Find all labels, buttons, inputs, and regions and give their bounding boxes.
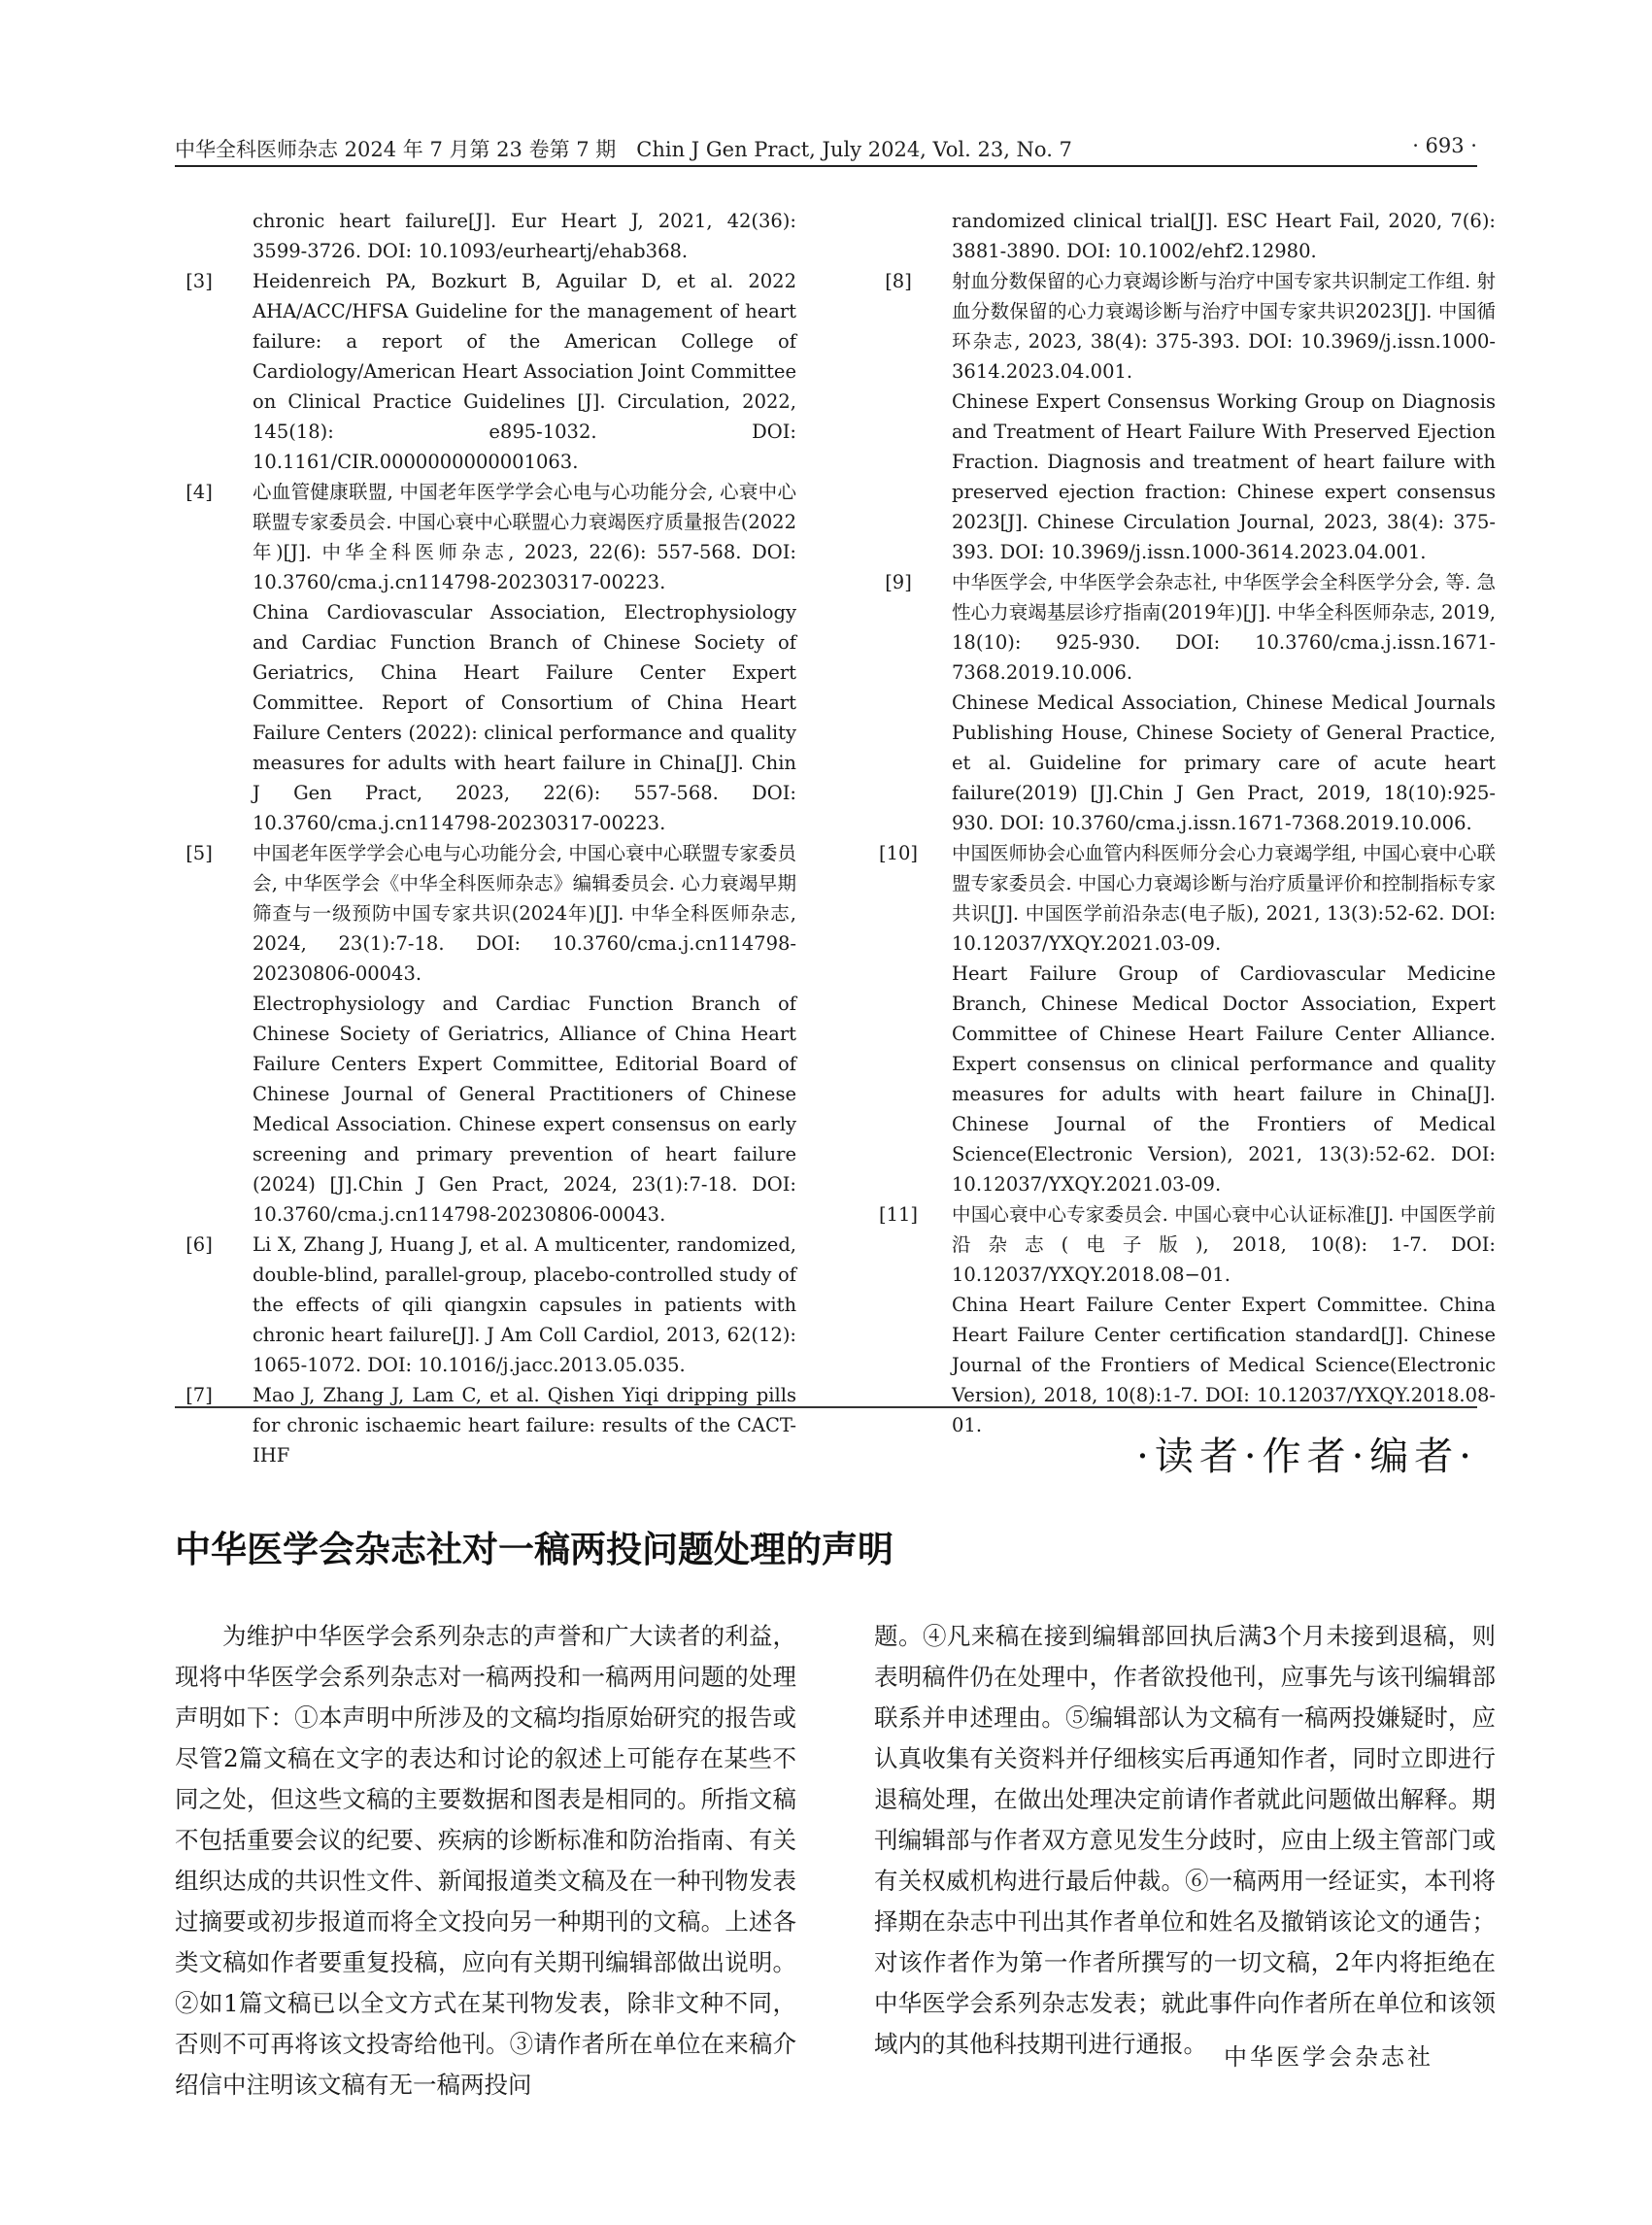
- reference-column-left: [175, 206, 796, 1470]
- reference-number: [3]: [185, 270, 213, 292]
- reference-text: Electrophysiology and Cardiac Function Branch of Chinese Society of Geriatrics, Alliance of China Heart Failure Centers Expert Committee, Editorial Board of Chinese Journal of General Practitioners of Chinese Medical Association. Chinese expert consensus on early screening and primary prevention of heart failure (2024) [J].Chin J Gen Pract, 2024, 23(1):7-18. DOI: 10.3760/cma.j.cn114798-20230806-00043.: [253, 993, 796, 1226]
- reference-entry: [874, 567, 1496, 838]
- reference-text: China Heart Failure Center Expert Committee. China Heart Failure Center certification standard[J]. Chinese Journal of the Frontiers of Medical Science(Electronic Version), 2018, 10(8):1-7. DOI: 10.12037/YXQY.2018.08-01.: [952, 1294, 1496, 1436]
- reference-number: [6]: [185, 1233, 213, 1256]
- reference-text: 中国心衰中心专家委员会. 中国心衰中心认证标准[J]. 中国医学前沿杂志(电子版), 2018, 10(8): 1-7. DOI: 10.12037/YXQY.2018.08−01.: [952, 1203, 1496, 1286]
- reference-text: 中国医师协会心血管内科医师分会心力衰竭学组, 中国心衰中心联盟专家委员会. 中国心力衰竭诊断与治疗质量评价和控制指标专家共识[J]. 中国医学前沿杂志(电子版), 2021, 13(3):52-62. DOI: 10.12037/YXQY.2021.03-09.: [952, 842, 1496, 955]
- reference-number: [4]: [185, 481, 213, 503]
- reference-entry: [874, 1199, 1496, 1440]
- section-divider: [175, 1406, 1477, 1408]
- article-title: 中华医学会杂志社对一稿两投问题处理的声明: [175, 1529, 893, 1570]
- reference-text: Heidenreich PA, Bozkurt B, Aguilar D, et al. 2022 AHA/ACC/HFSA Guideline for the management of heart failure: a report of the American College of Cardiology/American Heart Association Joint Committee on Clinical Practice Guidelines [J]. Circulation, 2022, 145(18): e895-1032. DOI: 10.1161/CIR.0000000000001063.: [253, 270, 796, 473]
- reference-text: 射血分数保留的心力衰竭诊断与治疗中国专家共识制定工作组. 射血分数保留的心力衰竭诊断与治疗中国专家共识2023[J]. 中国循环杂志, 2023, 38(4): 375-393. DOI: 10.3969/j.issn.1000-3614.2023.04.001.: [952, 270, 1496, 383]
- running-header: [175, 134, 1477, 167]
- reference-text: 心血管健康联盟, 中国老年医学学会心电与心功能分会, 心衰中心联盟专家委员会. 中国心衰中心联盟心力衰竭医疗质量报告(2022年)[J]. 中华全科医师杂志, 2023, 22(6): 557-568. DOI: 10.3760/cma.j.cn114798-20230317-00223.: [253, 481, 796, 593]
- reference-text: Chinese Medical Association, Chinese Medical Journals Publishing House, Chinese Society of General Practice, et al. Guideline for primary care of acute heart failure(2019) [J].Chin J Gen Pract, 2019, 18(10):925-930. DOI: 10.3760/cma.j.issn.1671-7368.2019.10.006.: [952, 691, 1496, 834]
- reference-number: [8]: [885, 270, 912, 292]
- reference-text: Chinese Expert Consensus Working Group on Diagnosis and Treatment of Heart Failure With Preserved Ejection Fraction. Diagnosis and treatment of heart failure with preserved ejection fraction: Chinese expert consensus 2023[J]. Chinese Circulation Journal, 2023, 38(4): 375-393. DOI: 10.3969/j.issn.1000-3614.2023.04.001.: [952, 390, 1496, 563]
- page-number: · 693 ·: [1412, 134, 1477, 157]
- reference-entry: [874, 266, 1496, 567]
- publisher-signature: 中华医学会杂志社: [1224, 2043, 1433, 2071]
- reference-text: 中华医学会, 中华医学会杂志社, 中华医学会全科医学分会, 等. 急性心力衰竭基层诊疗指南(2019年)[J]. 中华全科医师杂志, 2019, 18(10): 925-930. DOI: 10.3760/cma.j.issn.1671-7368.2019.10.006.: [952, 571, 1496, 684]
- reference-text: chronic heart failure[J]. Eur Heart J, 2021, 42(36): 3599-3726. DOI: 10.1093/eurheartj/ehab368.: [253, 210, 796, 262]
- section-label: ·读者·作者·编者·: [1136, 1434, 1477, 1479]
- reference-number: [10]: [878, 842, 919, 864]
- reference-entry: [175, 206, 796, 266]
- reference-entry: [175, 266, 796, 477]
- reference-number: [7]: [185, 1384, 213, 1406]
- reference-number: [9]: [885, 571, 912, 593]
- reference-number: [11]: [878, 1203, 919, 1226]
- reference-entry: [175, 1380, 796, 1470]
- body-column-left: 为维护中华医学会系列杂志的声誉和广大读者的利益，现将中华医学会系列杂志对一稿两投和一稿两用问题的处理声明如下：①本声明中所涉及的文稿均指原始研究的报告或尽管2篇文稿在文字的表达和讨论的叙述上可能存在某些不同之处，但这些文稿的主要数据和图表是相同的。所指文稿不包括重要会议的纪要、疾病的诊断标准和防治指南、有关组织达成的共识性文件、新闻报道类文稿及在一种刊物发表过摘要或初步报道而将全文投向另一种期刊的文稿。上述各类文稿如作者要重复投稿，应向有关期刊编辑部做出说明。②如1篇文稿已以全文方式在某刊物发表，除非文种不同，否则不可再将该文投寄给他刊。③请作者所在单位在来稿介绍信中注明该文稿有无一稿两投问: [175, 1622, 796, 2099]
- reference-column-right: [874, 206, 1496, 1440]
- reference-text: randomized clinical trial[J]. ESC Heart Fail, 2020, 7(6): 3881-3890. DOI: 10.1002/ehf2.12980.: [952, 210, 1496, 262]
- reference-text: China Cardiovascular Association, Electrophysiology and Cardiac Function Branch of Chinese Society of Geriatrics, China Heart Failure Center Expert Committee. Report of Consortium of China Heart Failure Centers (2022): clinical performance and quality measures for adults with heart failure in China[J]. Chin J Gen Pract, 2023, 22(6): 557-568. DOI: 10.3760/cma.j.cn114798-20230317-00223.: [253, 601, 796, 834]
- body-column-right: 题。④凡来稿在接到编辑部回执后满3个月未接到退稿，则表明稿件仍在处理中，作者欲投他刊，应事先与该刊编辑部联系并申述理由。⑤编辑部认为文稿有一稿两投嫌疑时，应认真收集有关资料并仔细核实后再通知作者，同时立即进行退稿处理，在做出处理决定前请作者就此问题做出解释。期刊编辑部与作者双方意见发生分歧时，应由上级主管部门或有关权威机构进行最后仲裁。⑥一稿两用一经证实，本刊将择期在杂志中刊出其作者单位和姓名及撤销该论文的通告；对该作者作为第一作者所撰写的一切文稿，2年内将拒绝在中华医学会系列杂志发表；就此事件向作者所在单位和该领域内的其他科技期刊进行通报。: [874, 1622, 1496, 2058]
- reference-entry: [175, 1230, 796, 1380]
- reference-entry: [175, 477, 796, 838]
- reference-text: Heart Failure Group of Cardiovascular Medicine Branch, Chinese Medical Doctor Association, Expert Committee of Chinese Heart Failure Center Alliance. Expert consensus on clinical performance and quality measures for adults with heart failure in China[J]. Chinese Journal of the Frontiers of Medical Science(Electronic Version), 2021, 13(3):52-62. DOI: 10.12037/YXQY.2021.03-09.: [952, 962, 1496, 1196]
- reference-text: Mao J, Zhang J, Lam C, et al. Qishen Yiqi dripping pills for chronic ischaemic heart failure: results of the CACT-IHF: [253, 1384, 796, 1466]
- reference-entry: [874, 838, 1496, 1199]
- reference-entry: [874, 206, 1496, 266]
- reference-entry: [175, 838, 796, 1230]
- journal-citation-header: 中华全科医师杂志 2024 年 7 月第 23 卷第 7 期 Chin J Gen Pract, July 2024, Vol. 23, No. 7: [175, 138, 1072, 161]
- reference-number: [5]: [185, 842, 213, 864]
- reference-text: Li X, Zhang J, Huang J, et al. A multicenter, randomized, double-blind, parallel-group, placebo-controlled study of the effects of qili qiangxin capsules in patients with chronic heart failure[J]. J Am Coll Cardiol, 2013, 62(12): 1065-1072. DOI: 10.1016/j.jacc.2013.05.035.: [253, 1233, 796, 1376]
- reference-text: 中国老年医学学会心电与心功能分会, 中国心衰中心联盟专家委员会, 中华医学会《中华全科医师杂志》编辑委员会. 心力衰竭早期筛查与一级预防中国专家共识(2024年)[J]. 中华全科医师杂志, 2024, 23(1):7-18. DOI: 10.3760/cma.j.cn114798-20230806-00043.: [253, 842, 796, 985]
